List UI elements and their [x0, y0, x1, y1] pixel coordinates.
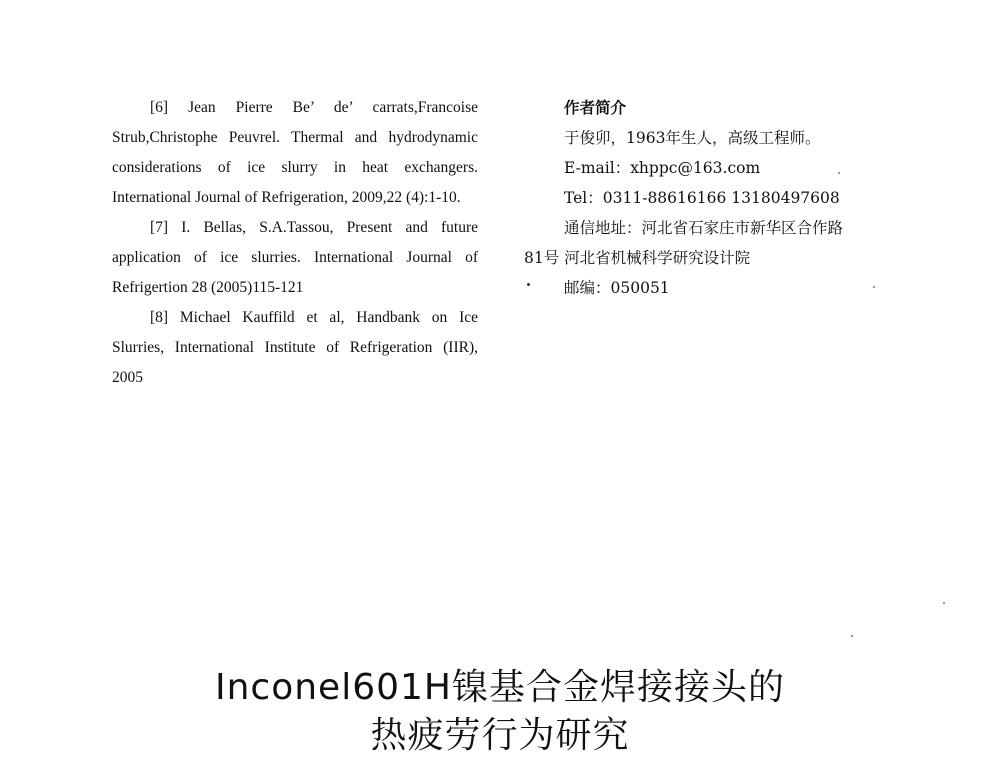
- author-info-column: [524, 93, 914, 303]
- reference-8: [8] Michael Kauffild et al, Handbank on Ice Slurries, International Institute of Refrigeration (IIR), 2005: [112, 309, 478, 386]
- scan-speck: [943, 602, 945, 604]
- scan-speck: [838, 172, 840, 174]
- next-article-title-line-2: 热疲劳行为研究: [370, 715, 630, 756]
- references-column: [112, 93, 478, 393]
- author-email: E-mail：xhppc@163.com: [564, 159, 761, 177]
- scan-speck: [851, 635, 853, 637]
- next-article-title: [0, 664, 1000, 760]
- author-address-line-1: 通信地址：河北省石家庄市新华区合作路: [564, 219, 844, 237]
- author-heading: 作者简介: [564, 98, 627, 117]
- scan-speck: [873, 286, 875, 288]
- scan-dot: [527, 283, 530, 286]
- author-tel: Tel：0311-88616166 13180497608: [564, 189, 840, 207]
- reference-7: [7] I. Bellas, S.A.Tassou, Present and future application of ice slurries. International Journal of Refrigertion 28 (2005)115-121: [112, 219, 478, 296]
- author-address-line-2: 81号 河北省机械科学研究设计院: [524, 249, 751, 267]
- reference-6: [6] Jean Pierre Be’ de’ carrats,Francoise Strub,Christophe Peuvrel. Thermal and hydrodynamic considerations of ice slurry in heat exchangers. International Journal of Refrigeration, 2009,22 (4):1-10.: [112, 99, 478, 206]
- next-article-title-line-1: Inconel601H镍基合金焊接接头的: [214, 667, 785, 708]
- author-postcode: 邮编：050051: [564, 279, 670, 297]
- author-bio: 于俊卯，1963年生人，高级工程师。: [564, 129, 821, 147]
